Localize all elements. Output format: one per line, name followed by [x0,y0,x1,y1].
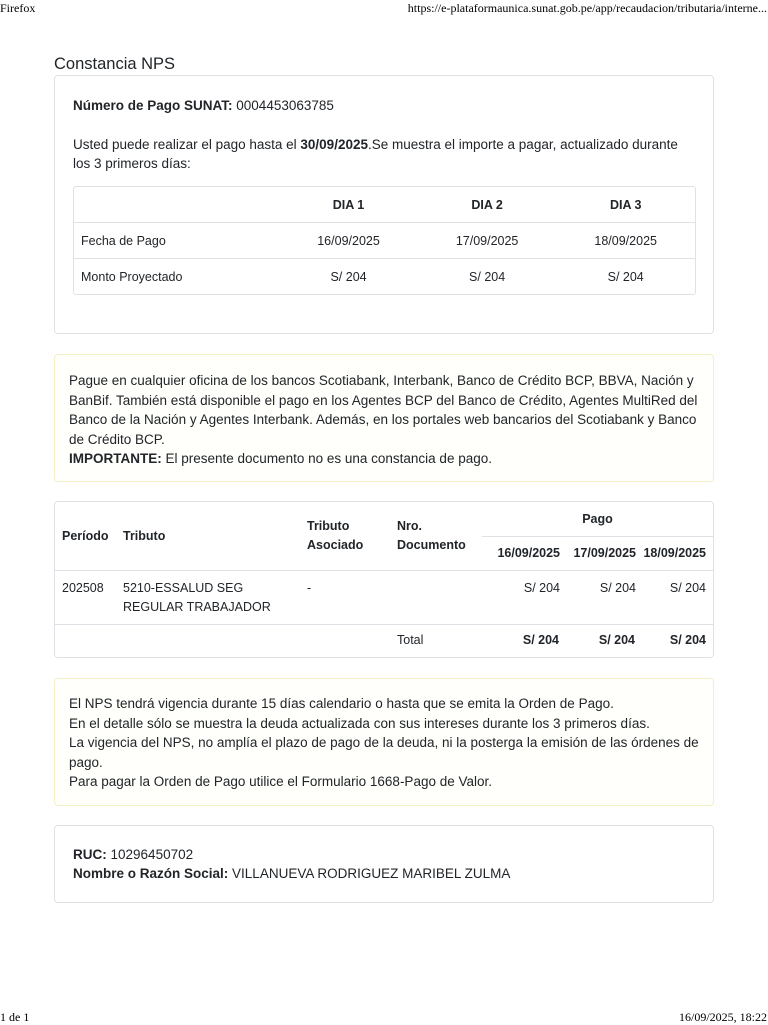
total-amount-1: S/ 204 [522,633,559,648]
projection-cell: 18/09/2025 [556,223,695,259]
header-pago: Pago [482,502,713,536]
header-date-3: 18/09/2025 [636,536,713,570]
projection-row-monto [74,259,695,294]
cell-tributo-line1: 5210-ESSALUD SEG [123,580,244,595]
table-row [55,570,713,624]
total-amount-2: S/ 204 [598,633,635,648]
page-url: https://e-plataformaunica.sunat.gob.pe/app/recaudacion/tributaria/interne... [407,1,767,15]
total-row [55,624,713,656]
validity-line: Para pagar la Orden de Pago utilice el Formulario 1668-Pago de Valor. [69,774,493,789]
projection-header-day1: DIA 1 [279,187,418,223]
header-tributo-asociado-line2: Asociado [307,537,364,552]
projection-cell: S/ 204 [330,269,367,284]
header-nro-documento-line1: Nro. [397,518,422,533]
name-line [73,864,695,883]
ruc-line [73,845,695,864]
header-nro-documento-line2: Documento [397,537,466,552]
due-date: 30/09/2025 [300,137,368,152]
detail-table-card [54,501,714,658]
validity-line: En el detalle sólo se muestra la deuda actualizada con sus intereses durante los 3 primeros días. [69,715,650,731]
validity-line: La vigencia del NPS, no amplía el plazo de pago de la deuda, ni la posterga la emisión de las órdenes de pago. [69,735,699,770]
browser-name: Firefox [0,1,36,15]
header-date-1: 16/09/2025 [482,536,560,570]
projection-header-day2: DIA 2 [418,187,557,223]
total-amount-3: S/ 204 [669,633,706,648]
header-nro-documento [390,502,482,570]
page-title: Constancia NPS [54,55,176,73]
nps-validity-notice [54,678,714,806]
payment-number-value: 0004453063785 [236,98,334,113]
projection-header-day3: DIA 3 [556,187,695,223]
header-tributo-asociado [299,502,390,570]
projection-header-row [74,187,695,223]
validity-line: El NPS tendrá vigencia durante 15 días calendario o hasta que se emita la Orden de Pago. [69,696,614,711]
cell-tributo-asociado: - [299,570,390,624]
projection-row-label: Monto Proyectado [81,269,183,284]
ruc-label: RUC: [73,847,107,862]
header-date-2: 17/09/2025 [560,536,636,570]
detail-table [55,502,713,656]
name-label: Nombre o Razón Social: [73,866,229,881]
banks-notice-text: Pague en cualquier oficina de los bancos Scotiabank, Interbank, Banco de Crédito BCP, BBVA, Nación y BanBif. También está disponible el pago en los Agentes BCP del Banco de Crédito, Agentes MultiRed del Banco de la Nación y Agentes Interbank. Además, en los portales web bancarios del Scotiabank y Banco de Crédito BCP. [69,373,698,447]
cell-tributo-line2: REGULAR TRABAJADOR [123,599,271,614]
due-text-after: .Se muestra el importe a pagar, actualizado durante los 3 primeros días: [73,137,678,171]
important-notice [69,449,699,469]
cell-periodo: 202508 [55,570,115,624]
cell-tributo [115,570,299,624]
projection-table [73,186,696,295]
due-text-before: Usted puede realizar el pago hasta el [73,137,301,152]
taxpayer-card [54,825,714,903]
cell-amount-1: S/ 204 [482,570,560,624]
header-periodo: Período [55,502,115,570]
projection-header-empty [74,187,279,223]
cell-amount-2: S/ 204 [560,570,636,624]
header-tributo: Tributo [115,502,299,570]
important-text: El presente documento no es una constancia de pago. [161,451,492,466]
total-label: Total [397,633,424,648]
payment-summary-card [54,75,714,334]
projection-row-label: Fecha de Pago [74,223,279,259]
payment-due-text [73,135,695,173]
projection-cell: S/ 204 [469,269,506,284]
payment-number [73,96,695,115]
cell-nro-documento [390,570,482,624]
projection-row-fecha [74,223,695,259]
payment-banks-notice [54,354,714,482]
projection-cell: 16/09/2025 [279,223,418,259]
header-tributo-asociado-line1: Tributo [307,518,350,533]
print-datetime: 16/09/2025, 18:22 [678,1010,767,1024]
payment-number-label: Número de Pago SUNAT: [73,98,233,113]
name-value: VILLANUEVA RODRIGUEZ MARIBEL ZULMA [232,866,511,881]
cell-amount-3: S/ 204 [636,570,713,624]
projection-cell: S/ 204 [607,269,644,284]
projection-cell: 17/09/2025 [418,223,557,259]
ruc-value: 10296450702 [110,847,194,862]
page-info: 1 de 1 [0,1010,30,1024]
important-label: IMPORTANTE: [69,451,162,466]
